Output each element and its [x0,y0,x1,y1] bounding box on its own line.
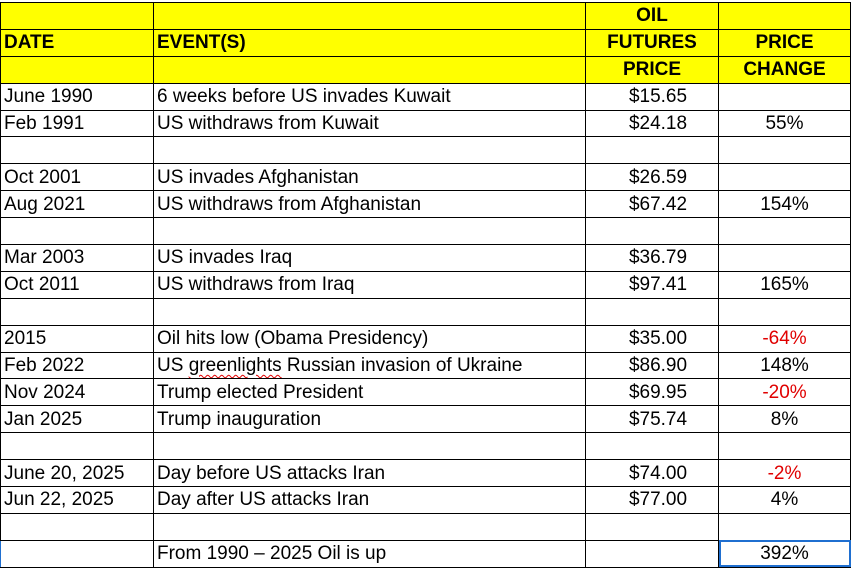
table-row [1,245,851,272]
price-cell[interactable]: $69.95 [586,379,719,406]
header-cell[interactable] [719,3,851,30]
event-cell[interactable]: Oil hits low (Obama Presidency) [154,325,586,352]
price-cell[interactable]: $26.59 [586,164,719,191]
header-cell[interactable] [1,56,154,83]
table-row [1,218,851,245]
price-cell[interactable]: $15.65 [586,83,719,110]
header-cell[interactable] [154,3,586,30]
price-cell[interactable] [586,137,719,164]
price-cell[interactable] [586,298,719,325]
event-cell[interactable]: US withdraws from Iraq [154,271,586,298]
date-cell[interactable]: Feb 1991 [1,110,154,137]
price-cell[interactable]: $35.00 [586,325,719,352]
date-cell[interactable]: June 1990 [1,83,154,110]
table-row [1,406,851,433]
selected-total-change-cell[interactable]: 392% [719,540,851,567]
change-cell[interactable] [719,245,851,272]
oil-price-table [0,2,851,568]
header-price-mid[interactable]: FUTURES [586,29,719,56]
table-row [1,487,851,514]
price-cell[interactable]: $36.79 [586,245,719,272]
table-row [1,191,851,218]
price-cell[interactable] [586,540,719,567]
price-cell[interactable]: $75.74 [586,406,719,433]
event-cell[interactable] [154,513,586,540]
header-event[interactable]: EVENT(S) [154,29,586,56]
price-cell[interactable]: $97.41 [586,271,719,298]
summary-row [1,540,851,567]
table-row [1,433,851,460]
change-cell[interactable] [719,164,851,191]
date-cell[interactable]: Oct 2001 [1,164,154,191]
price-cell[interactable]: $86.90 [586,352,719,379]
header-change-bottom[interactable]: CHANGE [719,56,851,83]
table-row [1,298,851,325]
change-cell[interactable] [719,218,851,245]
table-row [1,325,851,352]
date-cell[interactable]: Jan 2025 [1,406,154,433]
date-cell[interactable]: Feb 2022 [1,352,154,379]
table-row [1,271,851,298]
change-cell[interactable]: 4% [719,487,851,514]
table-row [1,379,851,406]
date-cell[interactable] [1,433,154,460]
change-cell[interactable] [719,513,851,540]
event-text: US [157,355,189,377]
change-cell[interactable]: 154% [719,191,851,218]
misspelled-word: greenlights [188,355,282,377]
price-cell[interactable] [586,218,719,245]
event-cell[interactable]: Trump elected President [154,379,586,406]
date-cell[interactable] [1,540,154,567]
change-cell[interactable]: 8% [719,406,851,433]
event-cell[interactable] [154,352,586,379]
change-cell[interactable] [719,298,851,325]
change-cell[interactable]: 55% [719,110,851,137]
event-cell[interactable]: Day after US attacks Iran [154,487,586,514]
event-cell[interactable] [154,298,586,325]
event-cell[interactable]: 6 weeks before US invades Kuwait [154,83,586,110]
table-row [1,164,851,191]
price-cell[interactable]: $74.00 [586,460,719,487]
event-cell[interactable] [154,137,586,164]
event-cell[interactable]: Trump inauguration [154,406,586,433]
header-date[interactable]: DATE [1,29,154,56]
change-cell[interactable] [719,83,851,110]
event-cell[interactable]: US invades Iraq [154,245,586,272]
price-cell[interactable]: $77.00 [586,487,719,514]
header-change-top[interactable]: PRICE [719,29,851,56]
date-cell[interactable] [1,513,154,540]
date-cell[interactable] [1,218,154,245]
table-row [1,110,851,137]
event-cell[interactable]: Day before US attacks Iran [154,460,586,487]
change-cell-negative[interactable]: -64% [719,325,851,352]
date-cell[interactable] [1,137,154,164]
event-cell[interactable] [154,433,586,460]
header-cell[interactable] [1,3,154,30]
change-cell[interactable]: 165% [719,271,851,298]
price-cell[interactable] [586,433,719,460]
price-cell[interactable]: $67.42 [586,191,719,218]
table-row [1,460,851,487]
table-row [1,513,851,540]
header-cell[interactable] [154,56,586,83]
date-cell[interactable]: Jun 22, 2025 [1,487,154,514]
change-cell[interactable] [719,433,851,460]
header-row-2 [1,29,851,56]
date-cell[interactable]: Mar 2003 [1,245,154,272]
event-cell[interactable]: US withdraws from Afghanistan [154,191,586,218]
date-cell[interactable]: Nov 2024 [1,379,154,406]
table-row [1,137,851,164]
event-cell[interactable]: US invades Afghanistan [154,164,586,191]
date-cell[interactable]: June 20, 2025 [1,460,154,487]
event-cell[interactable] [154,218,586,245]
summary-event-cell[interactable]: From 1990 – 2025 Oil is up [154,540,586,567]
table-row [1,352,851,379]
header-row-1 [1,3,851,30]
header-price-top[interactable]: OIL [586,3,719,30]
header-price-bottom[interactable]: PRICE [586,56,719,83]
change-cell-negative[interactable]: -20% [719,379,851,406]
date-cell[interactable]: Aug 2021 [1,191,154,218]
change-cell[interactable]: 148% [719,352,851,379]
date-cell[interactable]: 2015 [1,325,154,352]
price-cell[interactable] [586,513,719,540]
event-text: Russian invasion of Ukraine [281,355,523,377]
date-cell[interactable] [1,298,154,325]
header-row-3 [1,56,851,83]
date-cell[interactable]: Oct 2011 [1,271,154,298]
change-cell-negative[interactable]: -2% [719,460,851,487]
table-row [1,83,851,110]
event-cell[interactable]: US withdraws from Kuwait [154,110,586,137]
change-cell[interactable] [719,137,851,164]
price-cell[interactable]: $24.18 [586,110,719,137]
